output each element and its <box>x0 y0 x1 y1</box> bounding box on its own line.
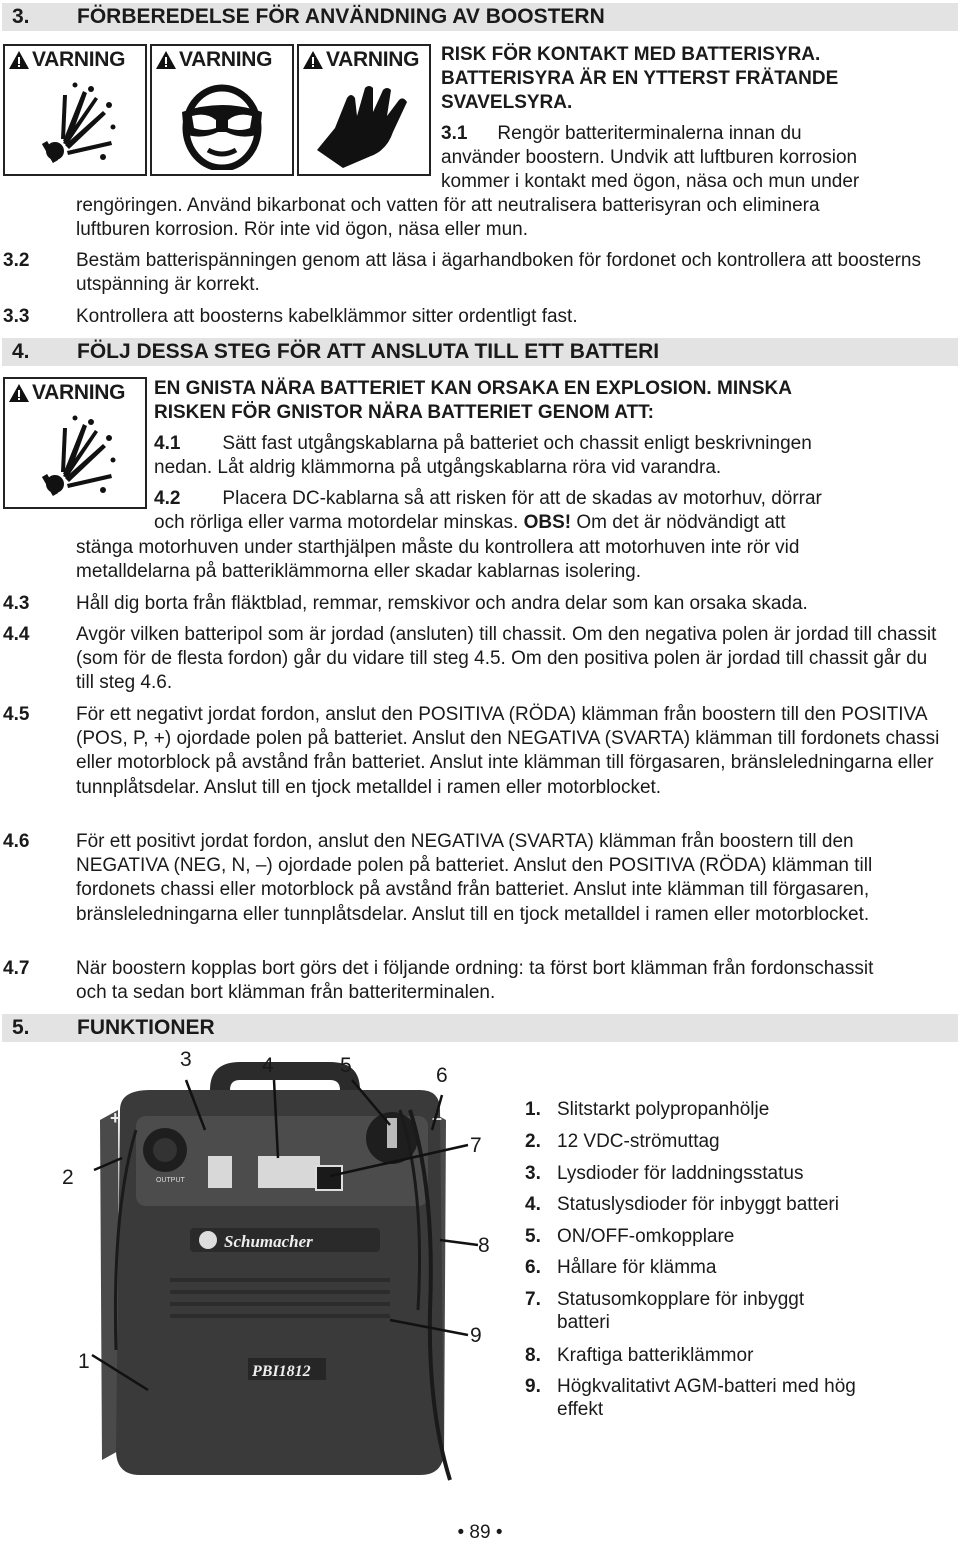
section-5-header <box>2 1014 958 1042</box>
callout-2: 2 <box>62 1166 74 1189</box>
warning-label: VARNING <box>8 48 125 72</box>
section-title: FÖRBEREDELSE FÖR ANVÄNDNING AV BOOSTERN <box>77 5 605 28</box>
callout-1: 1 <box>78 1350 90 1373</box>
warning-box-goggles <box>150 44 294 176</box>
step-4-2-head: 4.2 Placera DC-kablarna så att risken för att de skadas av motorhuv, dörrar och rörliga eller varma motordelar minskas. OBS! Om det är nödvändigt att <box>154 488 822 534</box>
charge-led-panel <box>208 1156 232 1188</box>
model-name: PBI1812 <box>252 1363 311 1380</box>
warning-triangle-icon <box>8 50 30 70</box>
warning-box-explosion <box>3 44 147 176</box>
callout-8: 8 <box>478 1234 490 1257</box>
step-4-6: 4.6 För ett positivt jordat fordon, anslut den NEGATIVA (SVARTA) klämman från boostern till den NEGATIVA (NEG, N, –) ojordade polen på batteriet. Anslut den POSITIVA (RÖDA) klämman till fordonets chassi eller motorblock på avstånd från batteriet. Anslut inte klämman till förgasaren, bränsleledningarna eller tunnplåtsdelar. Anslut till en tjock metalldel i ramen eller motorblocket. <box>3 831 873 925</box>
section-4-header <box>2 338 958 366</box>
section-title: FUNKTIONER <box>77 1016 215 1039</box>
step-number: 4.1 <box>154 433 181 454</box>
callout-9: 9 <box>470 1324 482 1347</box>
feature-item-1: 1. Slitstarkt polypropanhölje <box>525 1099 770 1120</box>
step-number: 4.2 <box>154 488 181 509</box>
obs-note: OBS! <box>523 512 572 534</box>
page-number: • 89 • <box>457 1522 503 1543</box>
explosion-icon <box>33 81 117 169</box>
section-number: 4. <box>12 340 30 363</box>
step-4-3: 4.3 Håll dig borta från fläktblad, remmar, remskivor och andra delar som kan orsaka skada. <box>3 593 808 614</box>
step-3-2: 3.2 Bestäm batterispänningen genom att läsa i ägarhandboken för fordonet och kontrollera att boosterns utspänning är korrekt. <box>3 250 921 296</box>
feature-item-4: 4. Statuslysdioder för inbyggt batteri <box>525 1194 839 1215</box>
svg-text:OUTPUT: OUTPUT <box>156 1177 185 1184</box>
protective-glove-icon <box>313 80 417 170</box>
feature-item-3: 3. Lysdioder för laddningsstatus <box>525 1163 804 1184</box>
callout-7: 7 <box>470 1134 482 1157</box>
section-number: 3. <box>12 5 30 28</box>
step-4-4: 4.4 Avgör vilken batteripol som är jordad (ansluten) till chassit. Om den negativa polen är jordad till chassit (som för de flesta fordon) går du vidare till steg 4.5. Om den positiva polen är jordad till chassit går du till steg 4.6. <box>3 624 937 694</box>
brand-name: Schumacher <box>224 1232 313 1251</box>
warning-triangle-icon <box>302 50 324 70</box>
section-number: 5. <box>12 1016 30 1039</box>
spark-warning-text: EN GNISTA NÄRA BATTERIET KAN ORSAKA EN EXPLOSION. MINSKA RISKEN FÖR GNISTOR NÄRA BATTERIET GENOM ATT: <box>154 378 792 424</box>
step-4-5: 4.5 För ett negativt jordat fordon, anslut den POSITIVA (RÖDA) klämman från boostern till den POSITIVA (POS, P, +) ojordade polen på batteriet. Anslut den NEGATIVA (SVARTA) klämman till fordonets chassi eller motorblock på avstånd från batteriet. Anslut inte klämman till förgasaren, bränsleledningarna eller tunnplåtsdelar. Anslut till en tjock metalldel i ramen eller motorblocket. <box>3 704 940 798</box>
feature-item-2: 2. 12 VDC-strömuttag <box>525 1131 720 1152</box>
acid-warning-text: RISK FÖR KONTAKT MED BATTERISYRA. BATTERISYRA ÄR EN YTTERST FRÄTANDE SVAVELSYRA. <box>441 44 839 114</box>
warning-box-gloves <box>297 44 431 176</box>
svg-text:+: + <box>110 1108 121 1128</box>
step-4-1: 4.1 Sätt fast utgångskablarna på batteriet och chassit enligt beskrivningen nedan. Låt aldrig klämmorna på utgångskablarna röra vid varandra. <box>154 433 812 479</box>
step-3-1-body: rengöringen. Använd bikarbonat och vatten för att neutralisera batterisyran och eliminera luftburen korrosion. Rör inte vid ögon, näsa eller mun. <box>76 195 820 241</box>
booster-device-illustration <box>40 1050 510 1490</box>
callout-3: 3 <box>180 1048 192 1071</box>
warning-label: VARNING <box>302 48 419 72</box>
step-number: 3.1 <box>441 123 468 144</box>
warning-label: VARNING <box>155 48 272 72</box>
warning-triangle-icon <box>8 383 30 403</box>
section-title: FÖLJ DESSA STEG FÖR ATT ANSLUTA TILL ETT BATTERI <box>77 340 660 363</box>
warning-box-explosion-2 <box>3 377 147 509</box>
feature-item-8: 8. Kraftiga batteriklämmor <box>525 1345 754 1366</box>
feature-item-6: 6. Hållare för klämma <box>525 1257 717 1278</box>
status-button <box>316 1166 342 1190</box>
callout-4: 4 <box>262 1054 274 1077</box>
callout-6: 6 <box>436 1064 448 1087</box>
feature-item-9: 9. Högkvalitativt AGM-batteri med hög effekt <box>525 1376 856 1420</box>
warning-label: VARNING <box>8 381 125 405</box>
step-4-7: 4.7 När boostern kopplas bort görs det i följande ordning: ta först bort klämman från fordonschassit och ta sedan bort klämman från batteriterminalen. <box>3 958 874 1004</box>
step-3-1-head: 3.1 Rengör batteriterminalerna innan du använder boostern. Undvik att luftburen korrosion kommer i kontakt med ögon, näsa och mun under <box>441 123 860 193</box>
feature-item-5: 5. ON/OFF-omkopplare <box>525 1226 735 1247</box>
status-led-panel <box>258 1156 320 1188</box>
feature-item-7: 7. Statusomkopplare för inbyggt batteri <box>525 1289 805 1333</box>
section-3-header <box>2 3 958 31</box>
explosion-icon <box>33 414 117 502</box>
safety-goggles-icon <box>176 78 268 170</box>
step-3-3: 3.3 Kontrollera att boosterns kabelklämmor sitter ordentligt fast. <box>3 306 578 327</box>
warning-triangle-icon <box>155 50 177 70</box>
svg-text:–: – <box>432 1108 443 1128</box>
step-4-2-body: stänga motorhuven under starthjälpen måste du kontrollera att motorhuven inte rör vid metalldelarna på batteriklämmorna eller skadar kablarnas isolering. <box>76 537 800 583</box>
callout-5: 5 <box>340 1054 352 1077</box>
